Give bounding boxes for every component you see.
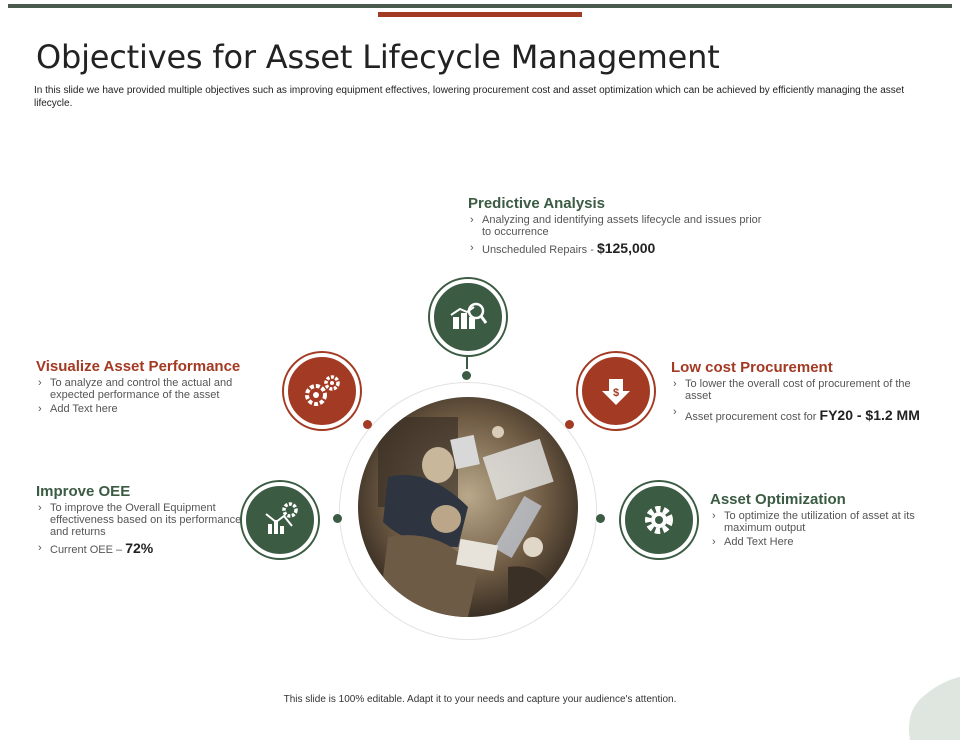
low-cost-procurement-block xyxy=(671,359,921,426)
list-item xyxy=(36,377,266,401)
current-oee-value: 72% xyxy=(125,540,154,556)
corner-decoration xyxy=(900,670,960,740)
connector-dot xyxy=(333,514,342,523)
visualize-performance-title: Visualize Asset Performance xyxy=(36,358,241,375)
asset-optimization-block xyxy=(710,491,940,550)
list-item xyxy=(36,502,246,538)
list-item xyxy=(36,542,246,556)
dollar-down-arrow-icon xyxy=(582,357,650,425)
list-item xyxy=(468,214,768,238)
slide-subtitle: In this slide we have provided multiple objectives such as improving equipment effectives, lowering procurement cost and asset optimization which can be achieved by efficiently managing the asset lifecycle. xyxy=(34,85,905,109)
list-item-text: Add Text Here xyxy=(724,536,794,548)
growth-gear-icon xyxy=(246,486,314,554)
unscheduled-repairs-value: $125,000 xyxy=(596,240,656,256)
list-item xyxy=(710,510,940,534)
top-bar xyxy=(8,4,952,8)
list-item-text: Asset procurement cost for xyxy=(685,411,817,423)
connector-dot xyxy=(363,420,372,429)
improve-oee-node xyxy=(242,482,318,558)
low-cost-procurement-title: Low cost Procurement xyxy=(671,359,833,376)
asset-optimization-list xyxy=(710,510,940,548)
meeting-photo xyxy=(358,397,578,617)
list-item xyxy=(671,406,921,424)
predictive-analysis-node xyxy=(430,279,506,355)
improve-oee-list xyxy=(36,502,246,556)
list-item xyxy=(36,403,266,415)
improve-oee-title: Improve OEE xyxy=(36,483,131,500)
low-cost-procurement-node xyxy=(578,353,654,429)
connector-dot xyxy=(565,420,574,429)
connector xyxy=(466,355,468,369)
list-item-text: Add Text here xyxy=(50,403,118,415)
gears-icon xyxy=(288,357,356,425)
predictive-analysis-block xyxy=(468,195,768,258)
list-item-text: Current OEE – xyxy=(50,544,123,556)
visualize-performance-node xyxy=(284,353,360,429)
improve-oee-block xyxy=(36,483,246,558)
list-item-text: Unscheduled Repairs - xyxy=(482,244,594,256)
slide-title: Objectives for Asset Lifecycle Management xyxy=(36,38,720,76)
connector-dot xyxy=(596,514,605,523)
list-item-text: To optimize the utilization of asset at its maximum output xyxy=(724,510,915,534)
list-item-text: To analyze and control the actual and expected performance of the asset xyxy=(50,377,233,401)
predictive-analysis-title: Predictive Analysis xyxy=(468,195,606,212)
visualize-performance-block xyxy=(36,358,266,417)
visualize-performance-list xyxy=(36,377,266,415)
asset-optimization-node xyxy=(621,482,697,558)
connector-dot xyxy=(462,371,471,380)
gear-icon xyxy=(625,486,693,554)
chart-magnifier-icon xyxy=(434,283,502,351)
svg-text:$: $ xyxy=(612,387,620,399)
list-item-text: Analyzing and identifying assets lifecycle and issues prior to occurrence xyxy=(482,214,762,238)
list-item xyxy=(671,378,921,402)
list-item-text: To lower the overall cost of procurement of the asset xyxy=(685,378,911,402)
accent-bar xyxy=(378,12,582,17)
footer-note: This slide is 100% editable. Adapt it to your needs and capture your audience's attention. xyxy=(283,694,677,705)
asset-optimization-title: Asset Optimization xyxy=(710,491,846,508)
low-cost-procurement-list xyxy=(671,378,921,424)
list-item xyxy=(468,242,768,256)
list-item-text: To improve the Overall Equipment effectiveness based on its performance and returns xyxy=(50,502,242,538)
list-item xyxy=(710,536,940,548)
predictive-analysis-list xyxy=(468,214,768,256)
procurement-cost-value: FY20 - $1.2 MM xyxy=(819,407,920,423)
